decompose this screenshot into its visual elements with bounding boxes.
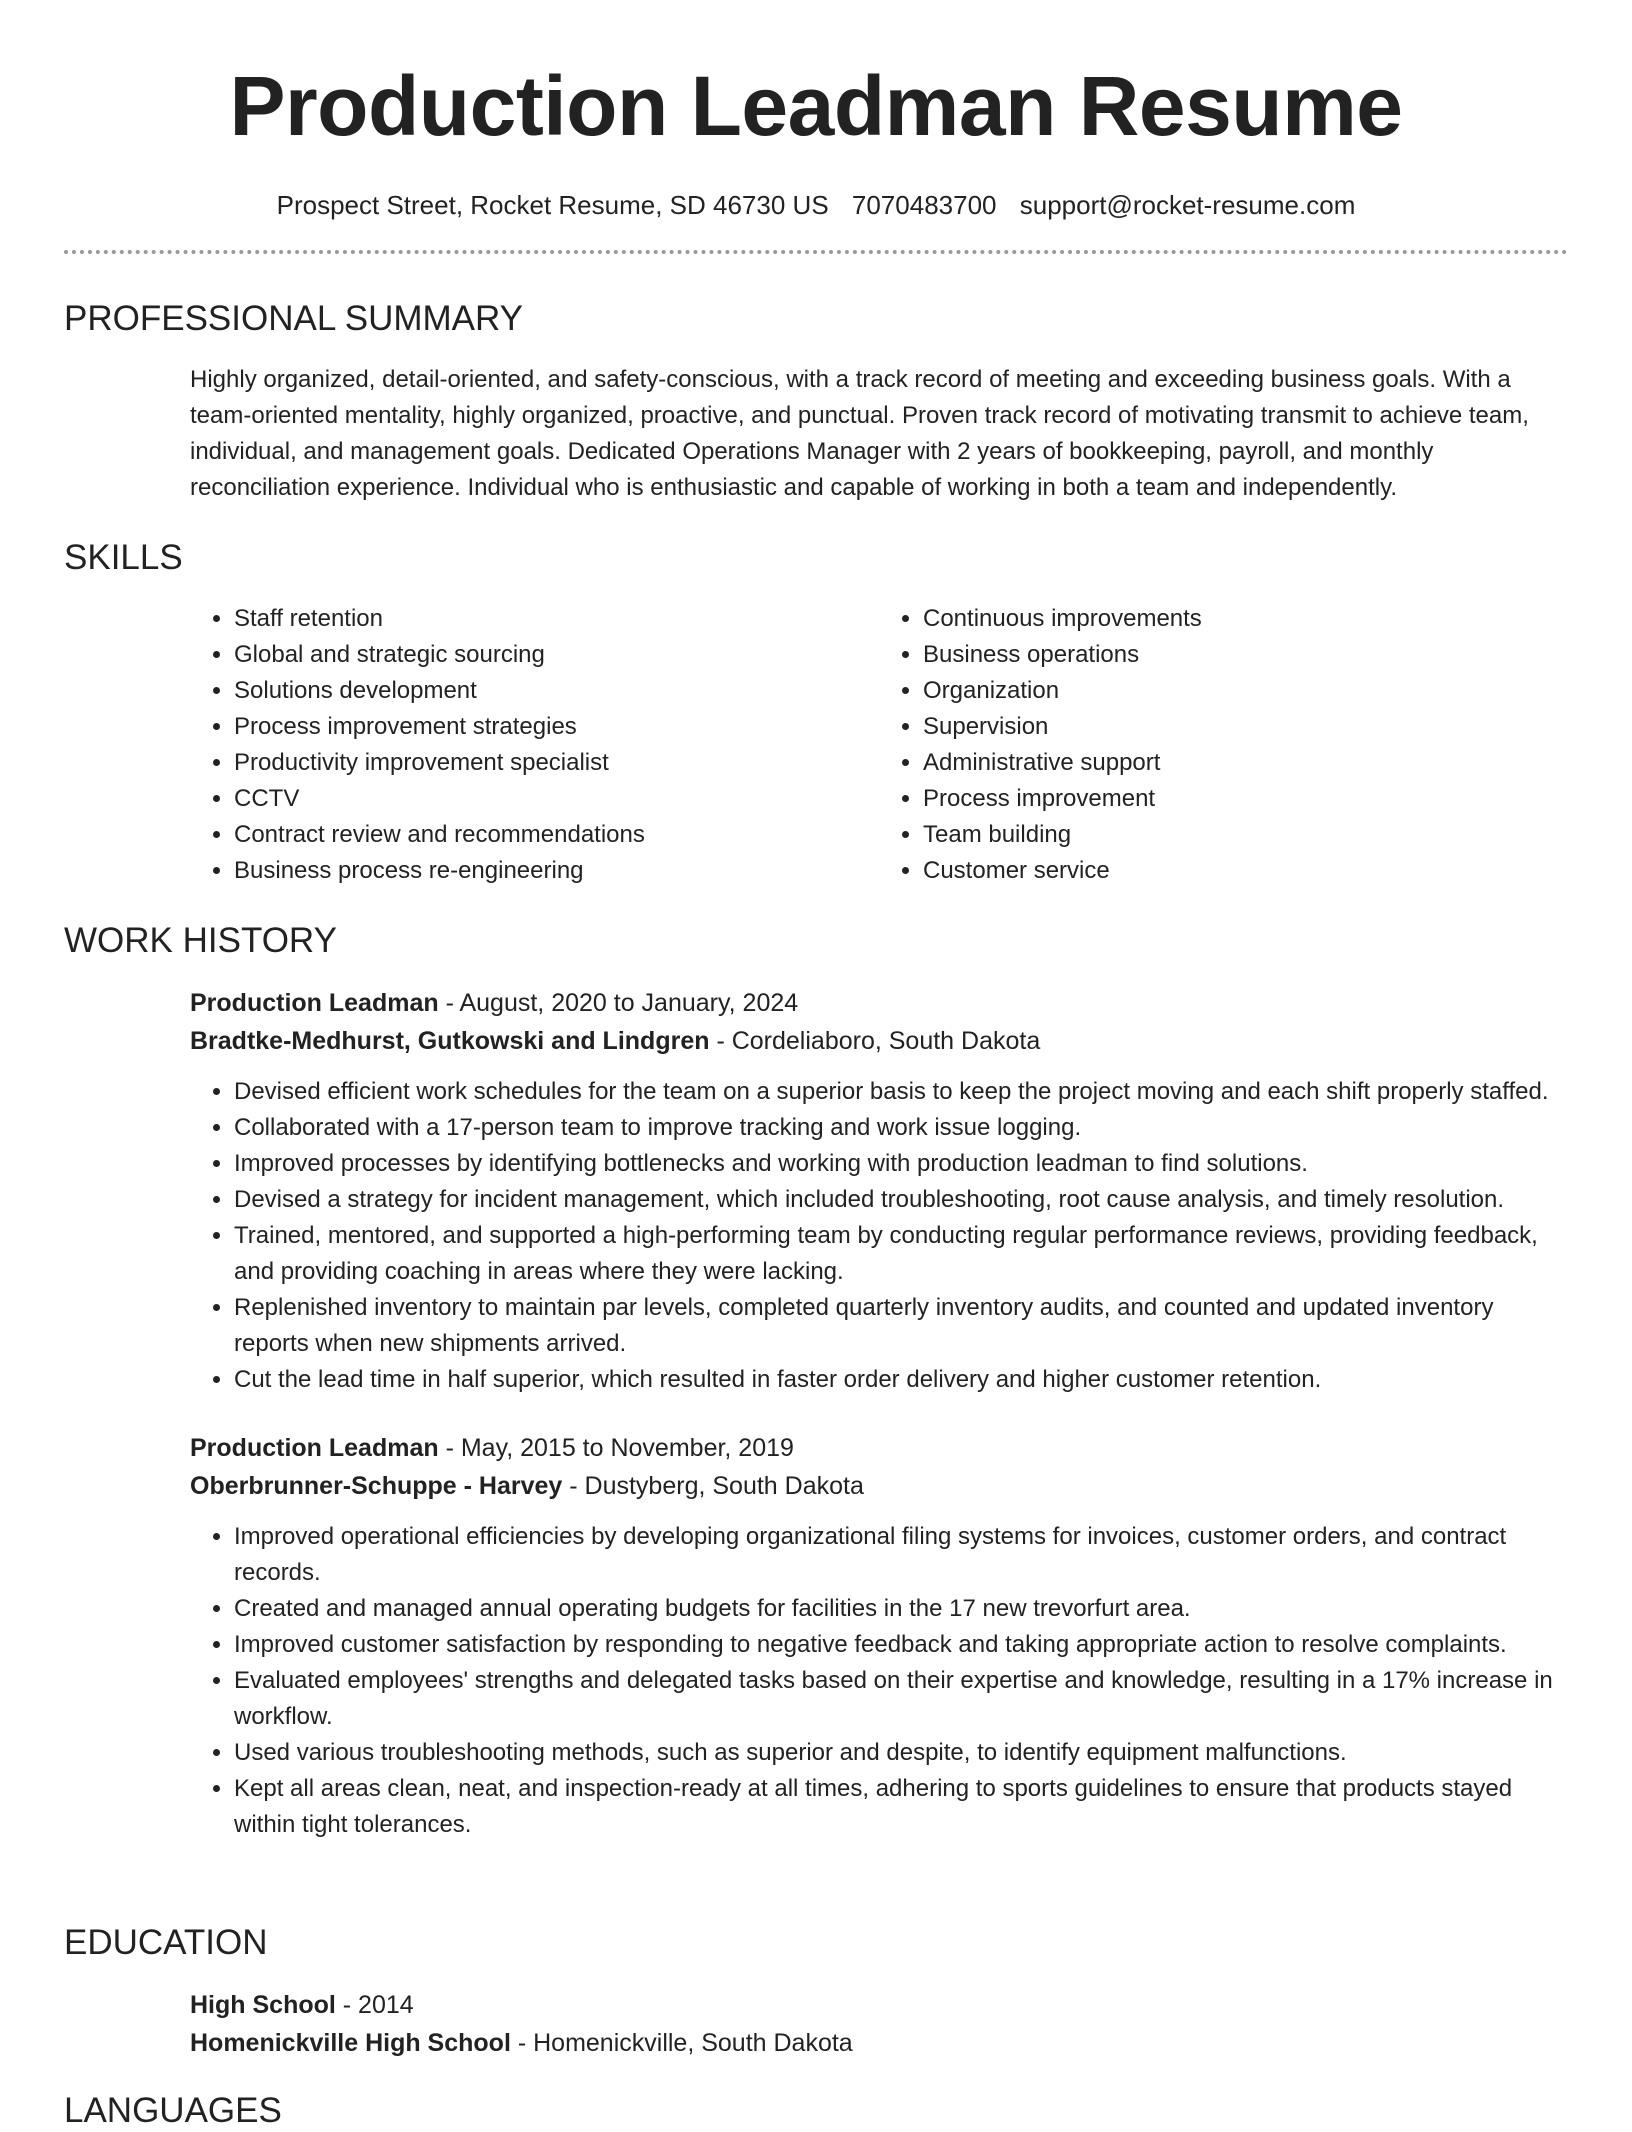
duty-item: • Replenished inventory to maintain par levels, completed quarterly inventory audits, and counted and updated inventory reports when new shipments arrived. xyxy=(234,1290,1568,1362)
skill-item: • Business process re-engineering xyxy=(234,853,879,889)
contact-line xyxy=(0,189,1632,221)
job-title: Production Leadman xyxy=(190,1434,439,1462)
education-school: Homenickville High School xyxy=(190,2029,511,2057)
job-company-line xyxy=(190,1467,1568,1505)
address-text: Prospect Street, Rocket Resume, SD 46730 US xyxy=(276,190,829,220)
skill-item: • Solutions development xyxy=(234,673,879,709)
education-location: - Homenickville, South Dakota xyxy=(510,2029,853,2057)
duty-item: • Collaborated with a 17-person team to improve tracking and work issue logging. xyxy=(234,1110,1568,1146)
duty-item: • Kept all areas clean, neat, and inspection-ready at all times, adhering to sports guidelines to ensure that products stayed within tight tolerances. xyxy=(234,1771,1568,1843)
phone-text: 7070483700 xyxy=(851,190,997,220)
duty-item: • Improved customer satisfaction by responding to negative feedback and taking appropriate action to resolve complaints. xyxy=(234,1627,1568,1663)
skill-item: • Customer service xyxy=(923,853,1568,889)
skills-columns xyxy=(190,601,1568,889)
skill-item: • Productivity improvement specialist xyxy=(234,745,879,781)
job-dates: - May, 2015 to November, 2019 xyxy=(438,1434,794,1462)
skills-heading: SKILLS xyxy=(64,538,183,577)
skill-item: • Staff retention xyxy=(234,601,879,637)
duty-item: • Devised efficient work schedules for the team on a superior basis to keep the project moving and each shift properly staffed. xyxy=(234,1074,1568,1110)
skills-section xyxy=(64,537,1568,889)
work-heading: WORK HISTORY xyxy=(64,921,337,960)
skill-item: • Global and strategic sourcing xyxy=(234,637,879,673)
job-entry xyxy=(190,1429,1568,1843)
email-text: support@rocket-resume.com xyxy=(1019,190,1356,220)
skills-right-list xyxy=(879,601,1568,889)
languages-heading: LANGUAGES xyxy=(64,2091,282,2130)
job-company: Oberbrunner-Schuppe - Harvey xyxy=(190,1472,563,1500)
duty-item: • Cut the lead time in half superior, which resulted in faster order delivery and higher customer retention. xyxy=(234,1362,1568,1398)
job-company-line xyxy=(190,1022,1568,1060)
duty-item: • Used various troubleshooting methods, such as superior and despite, to identify equipment malfunctions. xyxy=(234,1735,1568,1771)
duty-item: • Improved operational efficiencies by developing organizational filing systems for invoices, customer orders, and contract records. xyxy=(234,1519,1568,1591)
summary-heading: PROFESSIONAL SUMMARY xyxy=(64,299,523,338)
skill-item: • CCTV xyxy=(234,781,879,817)
duty-item: • Devised a strategy for incident management, which included troubleshooting, root cause analysis, and timely resolution. xyxy=(234,1182,1568,1218)
job-location: - Cordeliaboro, South Dakota xyxy=(709,1027,1041,1055)
duty-item: • Improved processes by identifying bottlenecks and working with production leadman to find solutions. xyxy=(234,1146,1568,1182)
summary-text: Highly organized, detail-oriented, and safety-conscious, with a track record of meeting and exceeding business goals. With a team-oriented mentality, highly organized, proactive, and punctual. Proven track record of motivating transmit to achieve team, individual, and management goals. Dedicated Operations Manager with 2 years of bookkeeping, payroll, and monthly reconciliation experience. Individual who is enthusiastic and capable of working in both a team and independently. xyxy=(190,366,1529,501)
job-duties-list xyxy=(190,1519,1568,1843)
resume-header xyxy=(0,0,1632,221)
education-degree-line xyxy=(190,1986,1568,2024)
skill-item: • Business operations xyxy=(923,637,1568,673)
skills-left-list xyxy=(190,601,879,889)
education-year: - 2014 xyxy=(335,1991,414,2019)
education-degree: High School xyxy=(190,1991,336,2019)
duty-item: • Evaluated employees' strengths and delegated tasks based on their expertise and knowledge, resulting in a 17% increase in workflow. xyxy=(234,1663,1568,1735)
skill-item: • Organization xyxy=(923,673,1568,709)
job-title-line xyxy=(190,1429,1568,1467)
skill-item: • Process improvement xyxy=(923,781,1568,817)
skill-item: • Team building xyxy=(923,817,1568,853)
job-entry xyxy=(190,984,1568,1398)
work-section xyxy=(64,920,1568,1843)
duty-item: • Trained, mentored, and supported a high-performing team by conducting regular performance reviews, providing feedback, and providing coaching in areas where they were lacking. xyxy=(234,1218,1568,1290)
education-section xyxy=(64,1922,1568,2062)
job-duties-list xyxy=(190,1074,1568,1398)
summary-section xyxy=(64,298,1568,506)
education-school-line xyxy=(190,2024,1568,2062)
job-company: Bradtke-Medhurst, Gutkowski and Lindgren xyxy=(190,1027,710,1055)
job-location: - Dustyberg, South Dakota xyxy=(562,1472,864,1500)
skill-item: • Administrative support xyxy=(923,745,1568,781)
job-title-line xyxy=(190,984,1568,1022)
duty-item: • Created and managed annual operating budgets for facilities in the 17 new trevorfurt area. xyxy=(234,1591,1568,1627)
skill-item: • Continuous improvements xyxy=(923,601,1568,637)
education-entry xyxy=(190,1986,1568,2062)
job-title: Production Leadman xyxy=(190,989,439,1017)
education-heading: EDUCATION xyxy=(64,1923,268,1962)
skill-item: • Contract review and recommendations xyxy=(234,817,879,853)
skill-item: • Process improvement strategies xyxy=(234,709,879,745)
skill-item: • Supervision xyxy=(923,709,1568,745)
job-dates: - August, 2020 to January, 2024 xyxy=(438,989,799,1017)
languages-section xyxy=(64,2090,1568,2132)
page-title: Production Leadman Resume xyxy=(229,59,1403,153)
header-divider xyxy=(64,250,1568,254)
